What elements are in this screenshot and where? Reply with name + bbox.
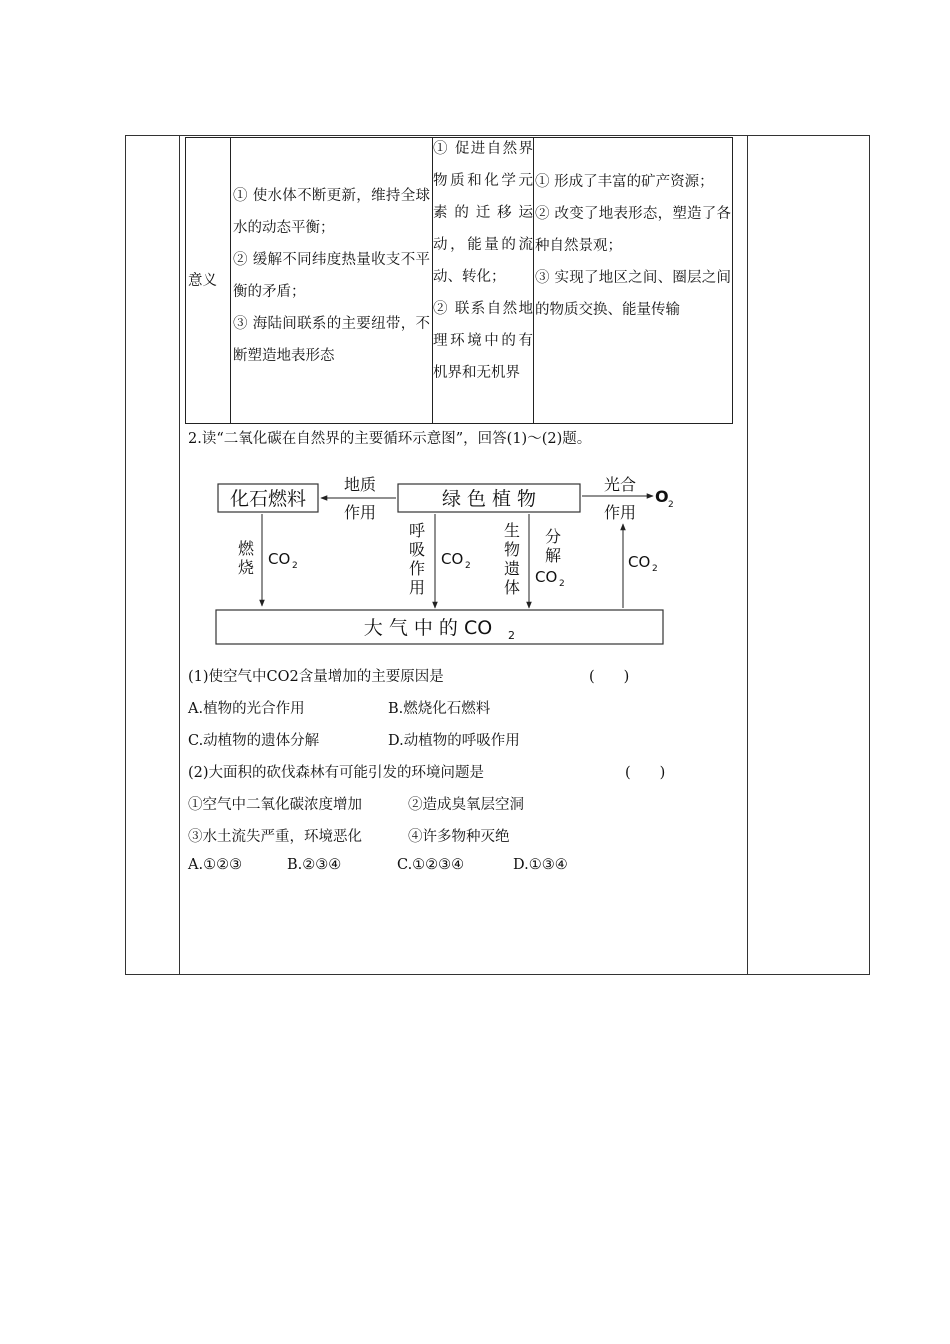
green-plants-label: 绿 色 植 物 — [441, 488, 537, 510]
geo-action-label-2: 作用 — [343, 503, 377, 522]
remains-label-3: 遗 — [503, 559, 521, 578]
uptake-co2: CO — [628, 553, 651, 571]
row-label-cell — [186, 138, 230, 423]
resp-label-3: 作 — [408, 559, 426, 578]
eco-point-1: ① 促进自然界物质和化学元素的迁移运动，能量的流动、转化； — [433, 141, 533, 285]
resp-label-4: 用 — [408, 578, 426, 597]
burn-co2: CO — [268, 550, 291, 568]
photosynthesis-label-1: 光合 — [603, 475, 637, 494]
q2-option-a[interactable]: A.①②③ — [188, 857, 243, 873]
q1-option-c[interactable]: C.动植物的遗体分解 — [188, 733, 320, 749]
o2-label-sub: 2 — [668, 500, 674, 510]
q1-bracket: ( ) — [589, 669, 630, 685]
resp-co2-sub: 2 — [465, 561, 471, 571]
burn-co2-sub: 2 — [292, 561, 298, 571]
q2-option-b[interactable]: B.②③④ — [287, 857, 342, 873]
q2-item-4: ④许多物种灭绝 — [408, 829, 510, 845]
water-point-3: ③ 海陆间联系的主要纽带，不断塑造地表形态 — [233, 316, 430, 364]
remains-label-2: 物 — [503, 540, 521, 559]
decompose-co2-sub: 2 — [559, 579, 565, 589]
decompose-co2: CO — [535, 568, 558, 586]
co2-cycle-diagram — [210, 468, 674, 648]
geo-action-label-1: 地质 — [343, 475, 377, 494]
eco-point-2: ② 联系自然地理环境中的有机界和无机界 — [433, 301, 533, 381]
q2-option-c[interactable]: C.①②③④ — [397, 857, 465, 873]
decompose-label-2: 解 — [544, 546, 562, 565]
rock-point-3: ③ 实现了地区之间、圈层之间的物质交换、能量传输 — [535, 270, 731, 318]
outer-divider-right — [747, 136, 748, 974]
uptake-co2-sub: 2 — [652, 564, 658, 574]
q2-bracket: ( ) — [625, 765, 666, 781]
rock-point-2: ② 改变了地表形态，塑造了各种自然景观； — [535, 206, 731, 254]
rock-cycle-cell — [534, 138, 732, 423]
remains-label-1: 生 — [503, 521, 521, 540]
fossil-fuel-label: 化石燃料 — [229, 488, 307, 510]
q2-stem: (2)大面积的砍伐森林有可能引发的环境问题是 — [188, 765, 485, 781]
q1-option-a[interactable]: A.植物的光合作用 — [188, 701, 305, 717]
rock-point-1: ① 形成了丰富的矿产资源； — [535, 174, 714, 190]
q2-item-3: ③水土流失严重，环境恶化 — [188, 829, 362, 845]
outer-divider-left — [179, 136, 180, 974]
q1-option-b[interactable]: B.燃烧化石燃料 — [388, 701, 491, 717]
q2-item-1: ①空气中二氧化碳浓度增加 — [188, 797, 362, 813]
decompose-label-1: 分 — [544, 527, 562, 546]
water-point-2: ② 缓解不同纬度热量收支不平衡的矛盾； — [233, 252, 430, 300]
burn-label-2: 烧 — [237, 558, 255, 577]
q2-option-d[interactable]: D.①③④ — [513, 857, 568, 873]
ecosystem-cell — [433, 133, 533, 423]
burn-label-1: 燃 — [237, 539, 255, 558]
row-label: 意义 — [188, 272, 217, 289]
q2-item-2: ②造成臭氧层空洞 — [408, 797, 524, 813]
q1-option-d[interactable]: D.动植物的呼吸作用 — [388, 733, 520, 749]
photosynthesis-label-2: 作用 — [603, 503, 637, 522]
o2-label: O — [655, 487, 669, 506]
resp-label-2: 吸 — [408, 540, 426, 559]
significance-table — [185, 137, 733, 424]
resp-label-1: 呼 — [408, 521, 426, 540]
atmosphere-label: 大 气 中 的 CO — [363, 617, 493, 639]
water-cycle-cell — [231, 138, 432, 423]
remains-label-4: 体 — [503, 578, 521, 597]
q1-stem: (1)使空气中CO2含量增加的主要原因是 — [188, 669, 444, 685]
question2-intro: 2.读“二氧化碳在自然界的主要循环示意图”，回答(1)～(2)题。 — [188, 431, 592, 447]
resp-co2: CO — [441, 550, 464, 568]
water-point-1: ① 使水体不断更新，维持全球水的动态平衡； — [233, 188, 430, 236]
atmosphere-label-sub: 2 — [508, 629, 515, 642]
